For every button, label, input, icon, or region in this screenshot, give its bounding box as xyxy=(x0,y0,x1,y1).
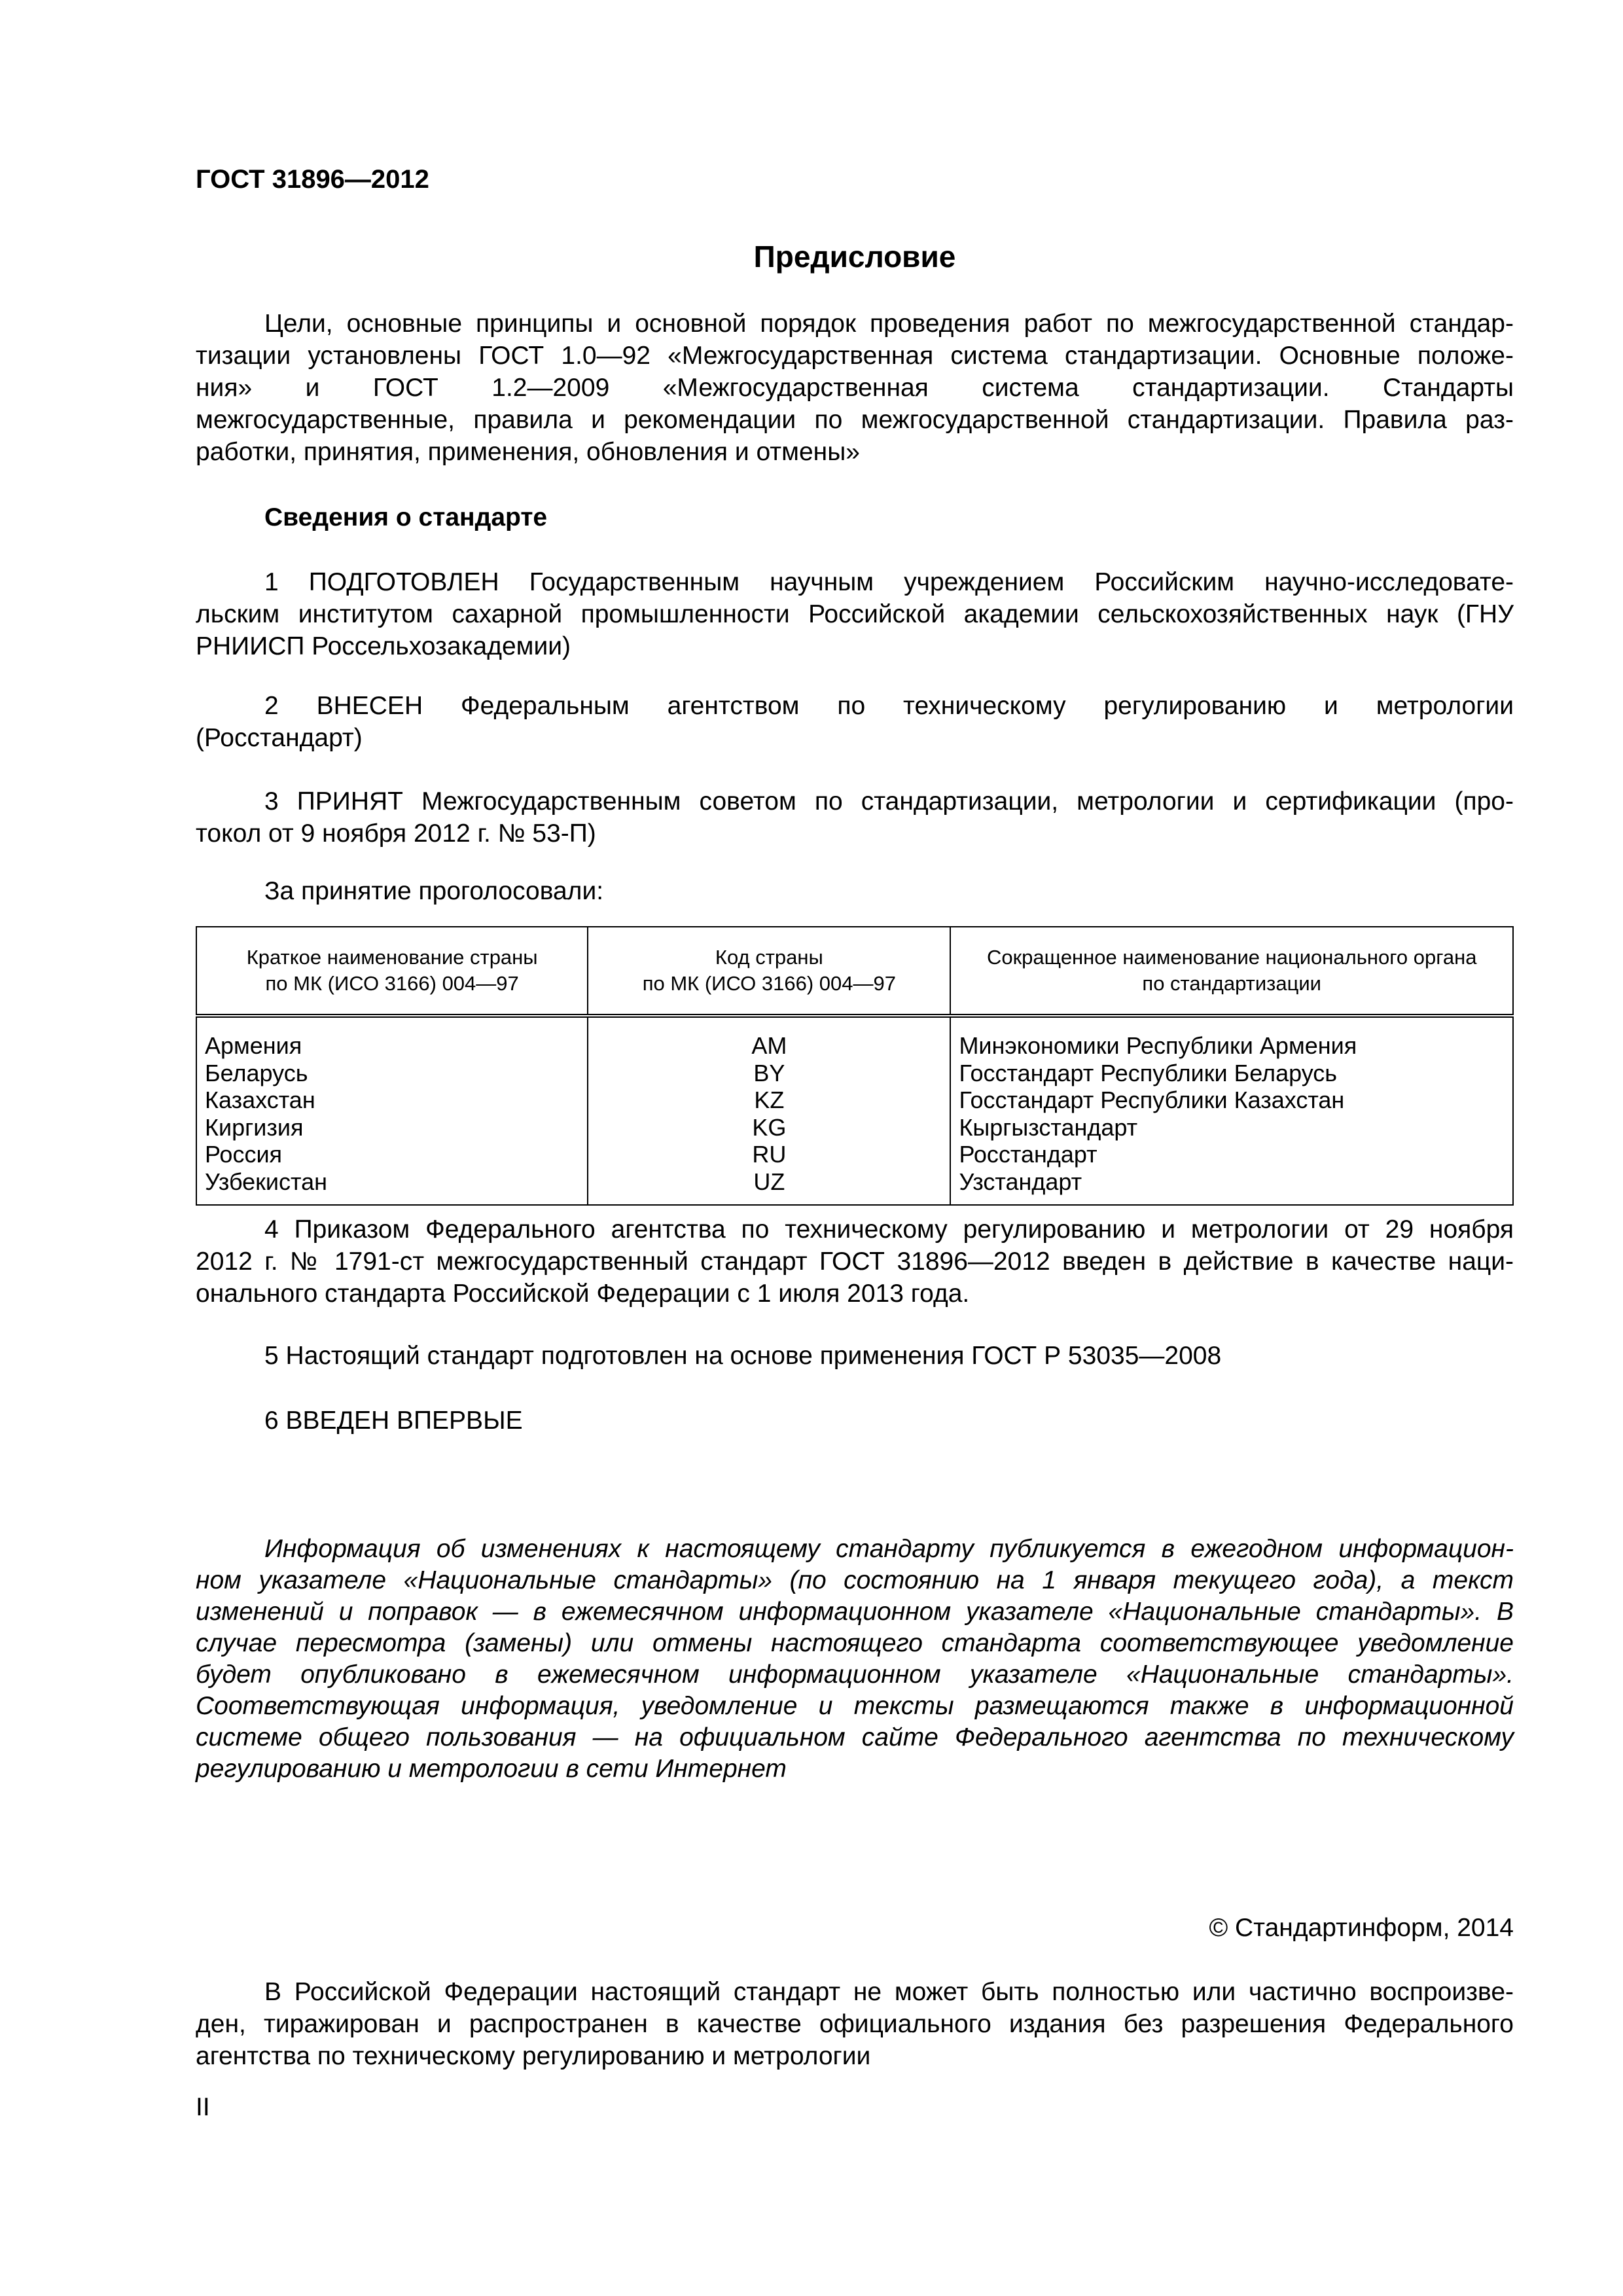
body-cell: Кыргызстандарт xyxy=(959,1113,1138,1141)
header-line: Краткое наименование страны xyxy=(246,946,538,969)
header-country-name xyxy=(196,927,588,1016)
paragraph-line: льским институтом сахарной промышленности Российской академии сельскохозяйственных наук (ГНУ xyxy=(196,600,1514,628)
paragraph-line: Соответствующая информация, уведомление и тексты размещаются также в информационной xyxy=(196,1692,1514,1720)
country-column xyxy=(196,1016,588,1205)
page-number: II xyxy=(196,2093,210,2121)
country-cell: Киргизия xyxy=(205,1113,304,1141)
item-5-paragraph: 5 Настоящий стандарт подготовлен на основе применения ГОСТ Р 53035—2008 xyxy=(264,1342,1222,1370)
code-cell: UZ xyxy=(753,1168,785,1195)
country-cell: Казахстан xyxy=(205,1086,315,1113)
paragraph-line: агентства по техническому регулированию и метрологии xyxy=(196,2042,871,2070)
paragraph-line: Информация об изменениях к настоящему стандарту публикуется в ежегодном информацион- xyxy=(264,1535,1514,1563)
code-cell: RU xyxy=(752,1141,787,1168)
paragraph-line: 4 Приказом Федерального агентства по техническому регулированию и метрологии от 29 ноября xyxy=(264,1215,1514,1244)
body-cell: Росстандарт xyxy=(959,1141,1097,1168)
paragraph-line: тизации установлены ГОСТ 1.0—92 «Межгосударственная система стандартизации. Основные положе- xyxy=(196,342,1514,370)
paragraph-line: токол от 9 ноября 2012 г. № 53-П) xyxy=(196,819,596,848)
paragraph-line: (Росстандарт) xyxy=(196,724,363,752)
changes-notice-paragraph xyxy=(196,1534,1514,1785)
code-cell: BY xyxy=(753,1059,785,1086)
paragraph-line: ден, тиражирован и распространен в качестве официального издания без разрешения Федерального xyxy=(196,2010,1514,2038)
intro-paragraph xyxy=(196,308,1514,468)
header-line: по стандартизации xyxy=(1142,972,1322,995)
code-cell: KG xyxy=(752,1113,787,1141)
header-standards-body xyxy=(950,927,1513,1016)
page-title: Предисловие xyxy=(753,240,956,274)
paragraph-line: работки, принятия, применения, обновления и отмены» xyxy=(196,438,860,466)
paragraph-line: системе общего пользования — на официальном сайте Федерального агентства по техническому xyxy=(196,1723,1514,1751)
code-column xyxy=(588,1016,950,1205)
restriction-paragraph xyxy=(196,1976,1514,2072)
vote-label: За принятие проголосовали: xyxy=(264,877,604,905)
body-cell: Узстандарт xyxy=(959,1168,1082,1195)
item-1-paragraph xyxy=(196,566,1514,662)
item-3-paragraph xyxy=(196,785,1514,850)
item-2-paragraph xyxy=(196,690,1514,754)
header-line: Код страны xyxy=(715,946,823,969)
code-cell: AM xyxy=(751,1032,787,1059)
paragraph-line: регулированию и метрологии в сети Интернет xyxy=(196,1755,787,1783)
paragraph-line: 2012 г. № 1791-ст межгосударственный стандарт ГОСТ 31896—2012 введен в действие в качестве наци- xyxy=(196,1247,1514,1276)
item-4-paragraph xyxy=(196,1213,1514,1310)
paragraph-line: В Российской Федерации настоящий стандарт не может быть полностью или частично воспроизве- xyxy=(264,1978,1514,2006)
header-line: по МК (ИСО 3166) 004—97 xyxy=(642,972,896,995)
item-6-paragraph: 6 ВВЕДЕН ВПЕРВЫЕ xyxy=(264,1407,523,1435)
paragraph-line: будет опубликовано в ежемесячном информационном указателе «Национальные стандарты». xyxy=(196,1660,1514,1689)
copyright: © Стандартинформ, 2014 xyxy=(1209,1914,1514,1942)
country-cell: Россия xyxy=(205,1141,283,1168)
body-cell: Госстандарт Республики Беларусь xyxy=(959,1059,1338,1086)
paragraph-line: случае пересмотра (замены) или отмены настоящего стандарта соответствующее уведомление xyxy=(196,1629,1514,1657)
paragraph-line: 1 ПОДГОТОВЛЕН Государственным научным учреждением Российским научно-исследовате- xyxy=(264,568,1514,596)
paragraph-line: онального стандарта Российской Федерации с 1 июля 2013 года. xyxy=(196,1280,970,1308)
body-cell: Минэкономики Республики Армения xyxy=(959,1032,1357,1059)
section-heading: Сведения о стандарте xyxy=(264,503,548,531)
paragraph-line: ния» и ГОСТ 1.2—2009 «Межгосударственная система стандартизации. Стандарты xyxy=(196,374,1514,402)
table-header-row xyxy=(196,927,1513,1016)
header-line: Сокращенное наименование национального органа xyxy=(986,946,1477,969)
code-cell: KZ xyxy=(754,1086,785,1113)
standards-body-column xyxy=(950,1016,1513,1205)
paragraph-line: РНИИСП Россельхозакадемии) xyxy=(196,632,571,660)
header-line: по МК (ИСО 3166) 004—97 xyxy=(265,972,519,995)
paragraph-line: 3 ПРИНЯТ Межгосударственным советом по стандартизации, метрологии и сертификации (про- xyxy=(264,787,1514,816)
paragraph-line: изменений и поправок — в ежемесячном информационном указателе «Национальные стандарты». В xyxy=(196,1598,1514,1626)
voting-countries-table xyxy=(196,926,1514,1206)
paragraph-line: 2 ВНЕСЕН Федеральным агентством по техническому регулированию и метрологии xyxy=(264,692,1514,720)
paragraph-line: межгосударственные, правила и рекомендации по межгосударственной стандартизации. Правила раз- xyxy=(196,406,1514,434)
country-cell: Армения xyxy=(205,1032,302,1059)
table-body-row xyxy=(196,1016,1513,1205)
country-cell: Узбекистан xyxy=(205,1168,328,1195)
paragraph-line: Цели, основные принципы и основной порядок проведения работ по межгосударственной стандар- xyxy=(264,310,1514,338)
document-code-header: ГОСТ 31896—2012 xyxy=(196,165,429,194)
header-country-code xyxy=(588,927,950,1016)
country-cell: Беларусь xyxy=(205,1059,308,1086)
body-cell: Госстандарт Республики Казахстан xyxy=(959,1086,1345,1113)
paragraph-line: ном указателе «Национальные стандарты» (по состоянию на 1 января текущего года), а текст xyxy=(196,1566,1514,1594)
